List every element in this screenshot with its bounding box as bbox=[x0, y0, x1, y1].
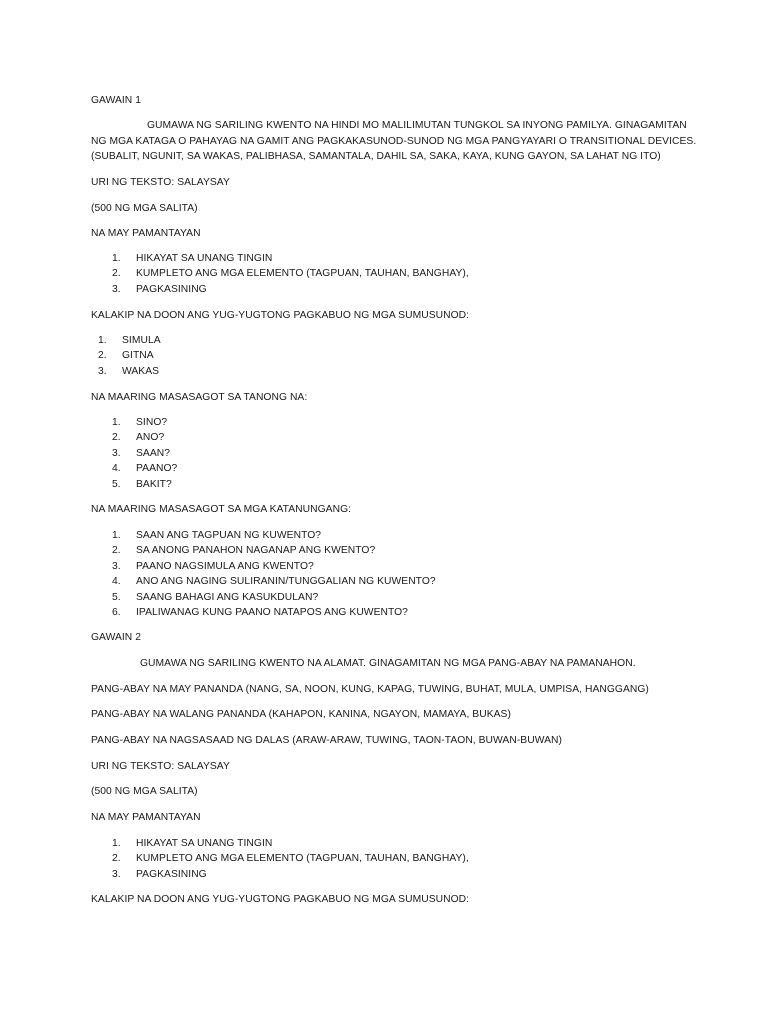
gawain1-title: GAWAIN 1 bbox=[91, 95, 141, 106]
gawain1-uri: URI NG TEKSTO: SALAYSAY bbox=[91, 177, 230, 188]
gawain1-katanungan-label: NA MAARING MASASAGOT SA MGA KATANUNGANG: bbox=[91, 504, 352, 515]
gawain2-title: GAWAIN 2 bbox=[91, 632, 141, 643]
gawain1-pamantayan-label: NA MAY PAMANTAYAN bbox=[91, 228, 201, 239]
gawain1-instruction-line1: GUMAWA NG SARILING KWENTO NA HINDI MO MALILIMUTAN TUNGKOL SA INYONG PAMILYA. GINAGAMITAN bbox=[147, 120, 687, 131]
gawain2-pamantayan-label: NA MAY PAMANTAYAN bbox=[91, 812, 201, 823]
gawain1-instruction-line3: (SUBALIT, NGUNIT, SA WAKAS, PALIBHASA, SAMANTALA, DAHIL SA, SAKA, KAYA, KUNG GAYON, SA LAHAT NG ITO) bbox=[91, 151, 661, 162]
gawain2-kalakip-label: KALAKIP NA DOON ANG YUG-YUGTONG PAGKABUO NG MGA SUMUSUNOD: bbox=[91, 894, 470, 905]
gawain1-instruction-line2: NG MGA KATAGA O PAHAYAG NA GAMIT ANG PAGKAKASUNOD-SUNOD NG MGA PANGYAYARI O TRANSITIONAL DEVICES. bbox=[91, 136, 697, 147]
gawain2-dalas: PANG-ABAY NA NAGSASAAD NG DALAS (ARAW-ARAW, TUWING, TAON-TAON, BUWAN-BUWAN) bbox=[91, 735, 562, 746]
gawain1-kalakip-label: KALAKIP NA DOON ANG YUG-YUGTONG PAGKABUO NG MGA SUMUSUNOD: bbox=[91, 310, 470, 321]
gawain2-walang-pananda: PANG-ABAY NA WALANG PANANDA (KAHAPON, KANINA, NGAYON, MAMAYA, BUKAS) bbox=[91, 709, 511, 720]
gawain1-salita: (500 NG MGA SALITA) bbox=[91, 203, 198, 214]
document-page: GAWAIN 1 GUMAWA NG SARILING KWENTO NA HINDI MO MALILIMUTAN TUNGKOL SA INYONG PAMILYA. GINAGAMITAN NG MGA KATAGA O PAHAYAG NA GAMIT ANG PAGKAKASUNOD-SUNOD NG MGA PANGYAYARI O TRANSITIONAL DEVICES. (SUBALIT, NGUNIT, SA WAKAS, PALIBHASA, SAMANTALA, DAHIL SA, SAKA, KAYA, KUNG GAYON, SA LAHAT NG ITO) URI NG TEKSTO: SALAYSAY (500 NG MGA SALITA) NA MAY PAMANTAYAN 1. HIKAYAT SA UNANG TINGIN 2. KUMPLETO ANG MGA ELEMENTO (TAGPUAN, TAUHAN, BANGHAY), 3. PAGKASINING KALAKIP NA DOON ANG YUG-YUGTONG PAGKABUO NG MGA SUMUSUNOD: 1. SIMULA 2. GITNA 3. WAKAS NA MAARING MASASAGOT SA TANONG NA: 1. SINO? 2. ANO? 3. SAAN? 4. PAANO? 5. BAKIT? NA MAARING MASASAGOT SA MGA KATANUNGANG: 1. SAAN ANG TAGPUAN NG KUWENTO? 2. SA ANONG PANAHON NAGANAP ANG KWENTO? 3. PAANO NAGSIMULA ANG KWENTO? 4. ANO ANG NAGING SULIRANIN/TUNGGALIAN NG KUWENTO? 5. SAANG BAHAGI ANG KASUKDULAN? 6. IPALIWANAG KUNG PAANO NATAPOS ANG KUWENTO? GAWAIN 2 GUMAWA NG SARILING KWENTO NA ALAMAT. GINAGAMITAN NG MGA PANG-ABAY NA PAMANAHON. PANG-ABAY NA MAY PANANDA (NANG, SA, NOON, KUNG, KAPAG, TUWING, BUHAT, MULA, UMPISA, HANGGANG) PANG-ABAY NA WALANG PANANDA (KAHAPON, KANINA, NGAYON, MAMAYA, BUKAS) PANG-ABAY NA NAGSASAAD NG DALAS (ARAW-ARAW, TUWING, TAON-TAON, BUWAN-BUWAN) URI NG TEKSTO: SALAYSAY (500 NG MGA SALITA) NA MAY PAMANTAYAN 1. HIKAYAT SA UNANG TINGIN 2. KUMPLETO ANG MGA ELEMENTO (TAGPUAN, TAUHAN, BANGHAY), 3. PAGKASINING KALAKIP NA DOON ANG YUG-YUGTONG PAGKABUO NG MGA SUMUSUNOD: bbox=[91, 95, 697, 905]
gawain2-may-pananda: PANG-ABAY NA MAY PANANDA (NANG, SA, NOON, KUNG, KAPAG, TUWING, BUHAT, MULA, UMPISA, HANGGANG) bbox=[91, 684, 649, 695]
gawain2-salita: (500 NG MGA SALITA) bbox=[91, 786, 198, 797]
gawain2-uri: URI NG TEKSTO: SALAYSAY bbox=[91, 761, 230, 772]
gawain1-tanong-label: NA MAARING MASASAGOT SA TANONG NA: bbox=[91, 392, 308, 403]
gawain2-instruction: GUMAWA NG SARILING KWENTO NA ALAMAT. GINAGAMITAN NG MGA PANG-ABAY NA PAMANAHON. bbox=[140, 658, 636, 669]
